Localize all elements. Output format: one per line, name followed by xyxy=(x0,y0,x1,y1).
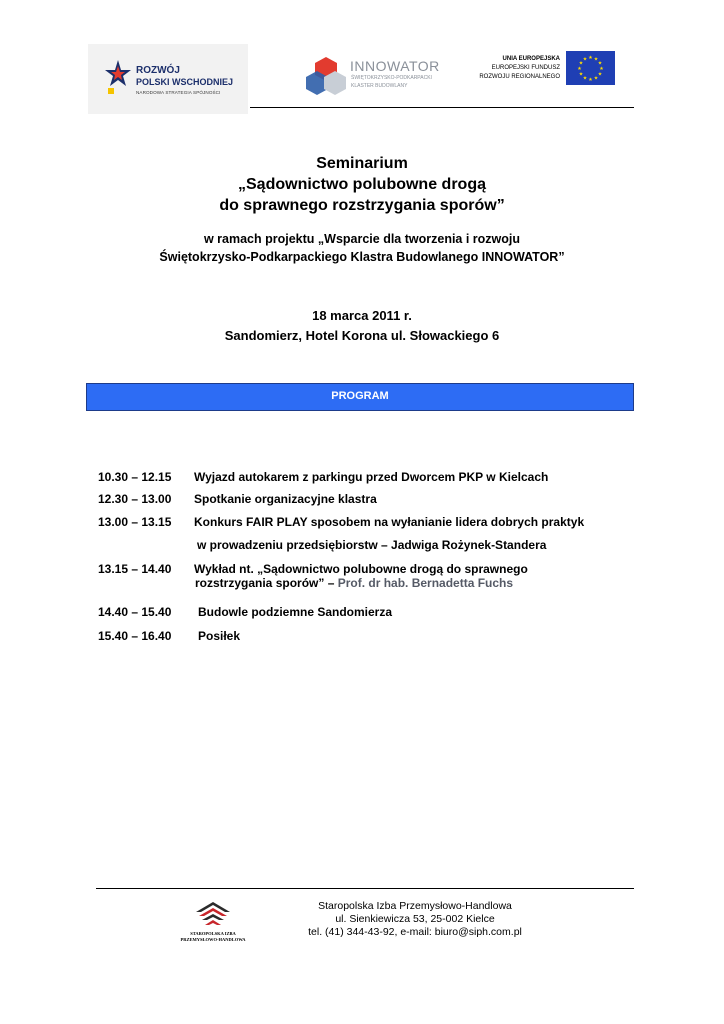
schedule-time: 12.30 – 13.00 xyxy=(98,492,172,506)
eu-star-icon: ★ xyxy=(582,56,588,63)
eu-star-icon: ★ xyxy=(597,60,603,67)
eu-text-line2: EUROPEJSKI FUNDUSZ xyxy=(491,65,560,71)
star-icon xyxy=(104,58,132,98)
footer-contact: tel. (41) 344-43-92, e-mail: biuro@siph.com.pl xyxy=(308,926,522,938)
eu-star-icon: ★ xyxy=(593,75,599,82)
eu-star-icon: ★ xyxy=(588,55,593,61)
schedule-text-2: w prowadzeniu przedsiębiorstw – Jadwiga Rożynek-Standera xyxy=(197,538,547,552)
schedule-time: 15.40 – 16.40 xyxy=(98,629,172,643)
schedule-text-2: rozstrzygania sporów” – xyxy=(195,576,338,590)
title-line3: do sprawnego rozstrzygania sporów” xyxy=(219,197,505,214)
program-header: PROGRAM xyxy=(86,383,634,411)
event-place: Sandomierz, Hotel Korona ul. Słowackiego 6 xyxy=(224,328,500,343)
eu-stars-icon xyxy=(566,51,615,85)
eu-star-icon: ★ xyxy=(577,66,582,72)
schedule-text: Budowle podziemne Sandomierza xyxy=(198,605,393,619)
speaker-name: Prof. dr hab. Bernadetta Fuchs xyxy=(337,576,514,590)
chamber-emblem-icon xyxy=(172,900,254,930)
schedule-text: Posiłek xyxy=(198,629,241,643)
schedule-time: 13.00 – 13.15 xyxy=(98,515,172,529)
footer-logo-line1: STAROPOLSKA IZBA xyxy=(190,931,236,936)
eu-star-icon: ★ xyxy=(597,71,603,78)
eu-text-line1: UNIA EUROPEJSKA xyxy=(502,56,560,62)
eu-star-icon: ★ xyxy=(578,60,584,67)
header-divider xyxy=(250,107,634,108)
innowator-name: INNOWATOR xyxy=(350,58,440,74)
footer-logo-line2: PRZEMYSŁOWO-HANDLOWA xyxy=(180,937,246,942)
staropolska-izba-logo xyxy=(172,900,254,946)
title-line2: „Sądownictwo polubowne drogą xyxy=(238,176,486,193)
innowator-sub1: ŚWIĘTOKRZYSKO-PODKARPACKI xyxy=(351,75,432,81)
footer-address: ul. Sienkiewicza 53, 25-002 Kielce xyxy=(335,913,495,925)
eu-star-icon: ★ xyxy=(599,66,604,72)
schedule-time: 14.40 – 15.40 xyxy=(98,605,172,619)
rozwoj-polski-wschodniej-logo xyxy=(88,44,248,114)
subtitle-line1: w ramach projektu „Wsparcie dla tworzenia i rozwoju xyxy=(203,232,521,246)
footer-divider xyxy=(96,888,634,889)
footer-org: Staropolska Izba Przemysłowo-Handlowa xyxy=(318,900,512,912)
schedule-text: Spotkanie organizacyjne klastra xyxy=(194,492,377,506)
eu-star-icon: ★ xyxy=(582,75,588,82)
schedule-text: Konkurs FAIR PLAY sposobem na wyłanianie lidera dobrych praktyk xyxy=(194,515,585,529)
schedule-text: Wyjazd autokarem z parkingu przed Dworcem PKP w Kielcach xyxy=(194,470,549,484)
eu-star-icon: ★ xyxy=(593,56,599,63)
eu-text xyxy=(470,55,560,82)
logo-left-line2: POLSKI WSCHODNIEJ xyxy=(136,77,234,87)
innowator-emblem-icon xyxy=(306,55,346,95)
schedule-time: 13.15 – 14.40 xyxy=(98,562,172,576)
eu-star-icon: ★ xyxy=(578,71,584,78)
title-line1: Seminarium xyxy=(316,155,408,172)
eu-text-line3: ROZWOJU REGIONALNEGO xyxy=(479,74,560,80)
innowator-logo xyxy=(306,55,446,95)
schedule-text: Wykład nt. „Sądownictwo polubowne drogą do sprawnego xyxy=(194,562,528,576)
event-date: 18 marca 2011 r. xyxy=(312,308,412,323)
schedule-time: 10.30 – 12.15 xyxy=(98,470,172,484)
subtitle-line2: Świętokrzysko-Podkarpackiego Klastra Budowlanego INNOWATOR” xyxy=(159,250,565,264)
eu-flag-icon xyxy=(566,51,615,85)
logo-left-line3: NARODOWA STRATEGIA SPÓJNOŚCI xyxy=(136,90,221,95)
logo-left-line1: ROZWÓJ xyxy=(136,65,180,76)
innowator-sub2: KLASTER BUDOWLANY xyxy=(351,83,408,89)
eu-star-icon: ★ xyxy=(588,77,593,83)
